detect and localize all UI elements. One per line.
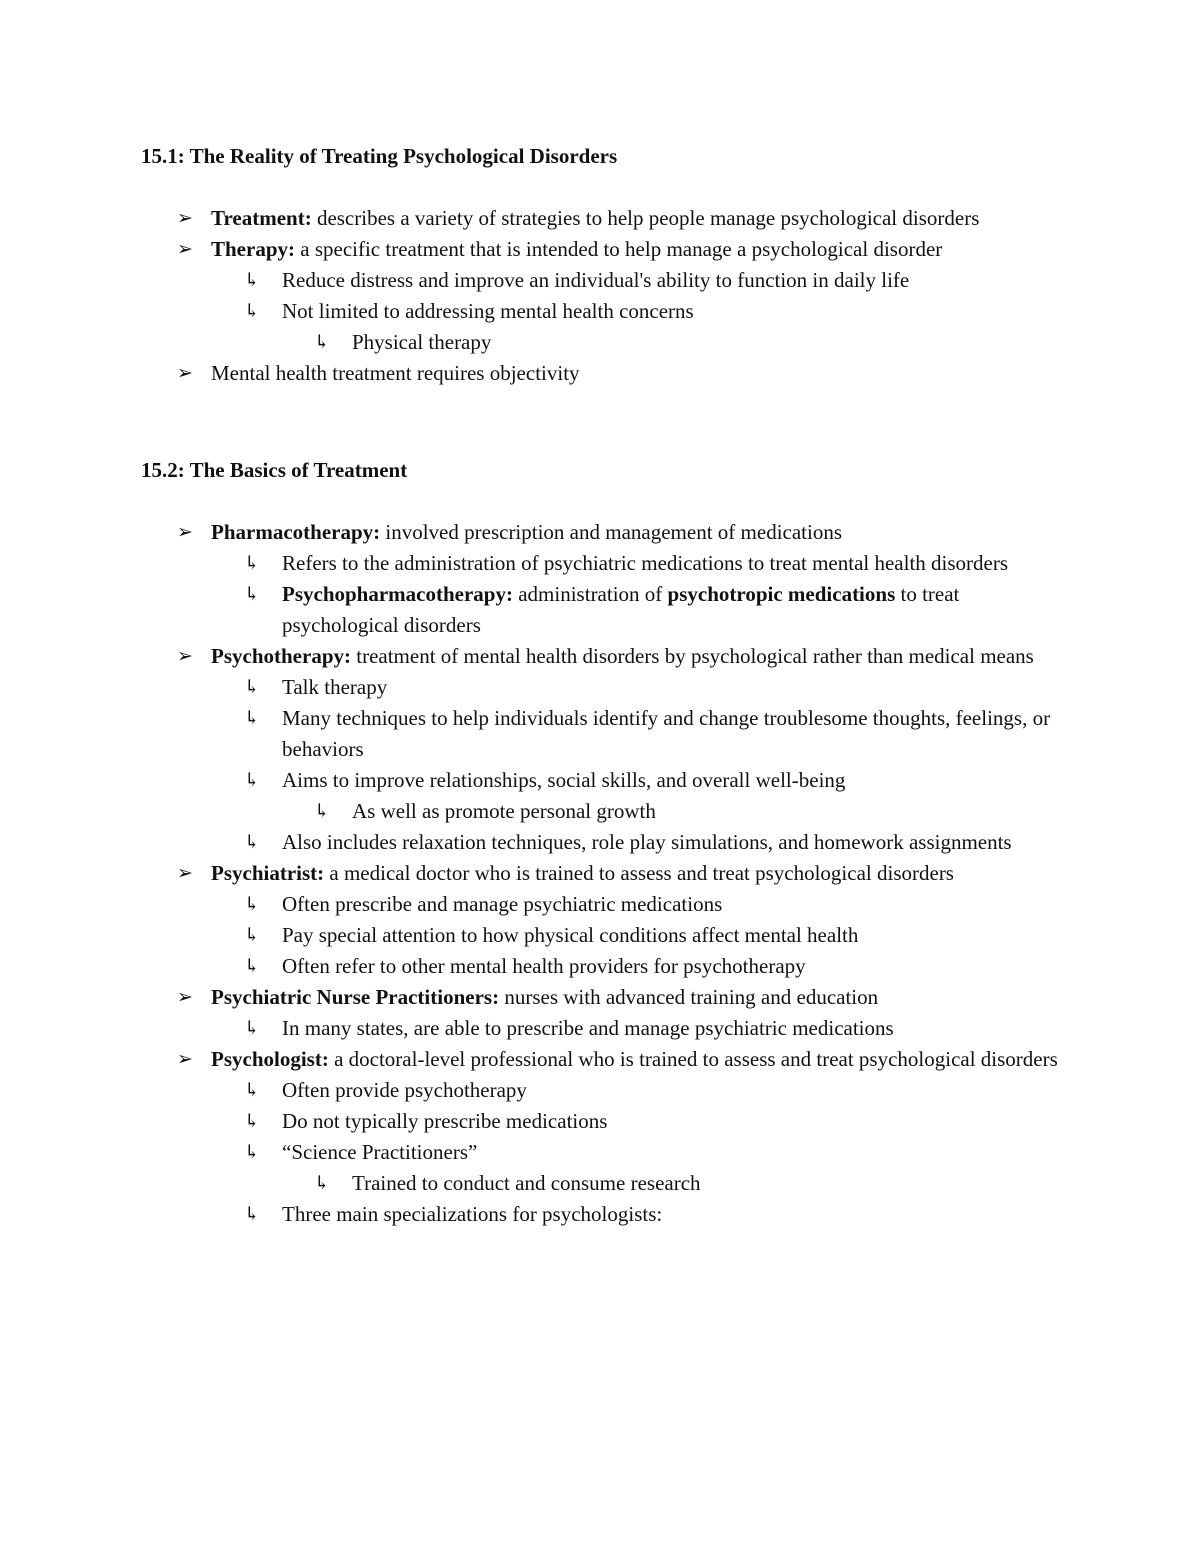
list-item [141, 827, 1071, 858]
term-label: Pharmacotherapy: [211, 520, 381, 544]
item-text: Reduce distress and improve an individual's ability to function in daily life [282, 268, 910, 292]
list-item [141, 1168, 1071, 1199]
list-item [141, 951, 1071, 982]
list-item [141, 765, 1071, 796]
definition-text: describes a variety of strategies to help people manage psychological disorders [311, 206, 980, 230]
definition-text: involved prescription and management of medications [380, 520, 843, 544]
section-15-1 [141, 141, 1071, 389]
item-text: “Science Practitioners” [282, 1140, 478, 1164]
term-label: Psychotherapy: [211, 644, 351, 668]
list-item [141, 296, 1071, 327]
list-item-objectivity [141, 358, 1071, 389]
list-item [141, 1137, 1071, 1168]
sub-arrow-icon: ↳ [244, 894, 260, 915]
item-text: Often provide psychotherapy [282, 1078, 527, 1102]
arrow-bullet-icon: ➢ [177, 239, 193, 260]
list-item-psychologist [141, 1044, 1071, 1075]
list-item [141, 1106, 1071, 1137]
sub-arrow-icon: ↳ [314, 332, 330, 353]
sub-arrow-icon: ↳ [244, 553, 260, 574]
sub-arrow-icon: ↳ [244, 677, 260, 698]
definition-text: treatment of mental health disorders by psychological rather than medical means [351, 644, 1034, 668]
sub-arrow-icon: ↳ [244, 925, 260, 946]
arrow-bullet-icon: ➢ [177, 208, 193, 229]
list-item-psychotherapy [141, 641, 1071, 672]
item-text: Not limited to addressing mental health concerns [282, 299, 694, 323]
item-text: Often refer to other mental health providers for psychotherapy [282, 954, 806, 978]
arrow-bullet-icon: ➢ [177, 363, 193, 384]
term-label: Psychiatrist: [211, 861, 325, 885]
list-item [141, 1013, 1071, 1044]
definition-text: a specific treatment that is intended to help manage a psychological disorder [295, 237, 943, 261]
definition-text: a medical doctor who is trained to assess and treat psychological disorders [324, 861, 954, 885]
item-text: Mental health treatment requires objectivity [211, 361, 580, 385]
item-text: Pay special attention to how physical conditions affect mental health [282, 923, 859, 947]
sub-arrow-icon: ↳ [244, 708, 260, 729]
arrow-bullet-icon: ➢ [177, 863, 193, 884]
list-item [141, 265, 1071, 296]
item-text: Talk therapy [282, 675, 388, 699]
definition-text: nurses with advanced training and education [499, 985, 879, 1009]
item-text: Physical therapy [352, 330, 492, 354]
sub-arrow-icon: ↳ [314, 801, 330, 822]
sub-arrow-icon: ↳ [244, 1080, 260, 1101]
list-item [141, 703, 1071, 765]
bold-phrase: psychotropic medications [667, 582, 896, 606]
list-item [141, 889, 1071, 920]
list-item [141, 796, 1071, 827]
list-item [141, 672, 1071, 703]
sub-arrow-icon: ↳ [244, 301, 260, 322]
term-label: Psychopharmacotherapy: [282, 582, 513, 606]
section-heading: 15.1: The Reality of Treating Psychological Disorders [141, 144, 618, 168]
sub-arrow-icon: ↳ [244, 1204, 260, 1225]
definition-text: to treat psychological disorders [282, 582, 960, 637]
list-item-nurse-practitioners [141, 982, 1071, 1013]
sub-arrow-icon: ↳ [244, 832, 260, 853]
list-item-treatment [141, 203, 1071, 234]
section-list [141, 203, 1071, 389]
term-label: Psychiatric Nurse Practitioners: [211, 985, 500, 1009]
list-item [141, 1075, 1071, 1106]
list-item [141, 920, 1071, 951]
definition-text: a doctoral-level professional who is trained to assess and treat psychological disorders [328, 1047, 1058, 1071]
item-text: Often prescribe and manage psychiatric medications [282, 892, 723, 916]
list-item-psychopharmacotherapy [141, 579, 1071, 641]
list-item-psychiatrist [141, 858, 1071, 889]
sub-arrow-icon: ↳ [244, 270, 260, 291]
list-item-therapy [141, 234, 1071, 265]
list-item [141, 548, 1071, 579]
item-text: Three main specializations for psychologists: [282, 1202, 663, 1226]
item-text: Refers to the administration of psychiatric medications to treat mental health disorders [282, 551, 1009, 575]
term-label: Treatment: [211, 206, 312, 230]
sub-arrow-icon: ↳ [244, 1111, 260, 1132]
item-text: Do not typically prescribe medications [282, 1109, 608, 1133]
term-label: Therapy: [211, 237, 295, 261]
item-text: As well as promote personal growth [352, 799, 656, 823]
item-text: Aims to improve relationships, social skills, and overall well-being [282, 768, 846, 792]
item-text: Many techniques to help individuals identify and change troublesome thoughts, feelings, or behaviors [282, 706, 1051, 761]
arrow-bullet-icon: ➢ [177, 522, 193, 543]
definition-text: administration of [512, 582, 668, 606]
list-item [141, 1199, 1071, 1230]
list-item [141, 327, 1071, 358]
sub-arrow-icon: ↳ [244, 1018, 260, 1039]
sub-arrow-icon: ↳ [244, 584, 260, 605]
section-15-2 [141, 455, 1071, 1230]
arrow-bullet-icon: ➢ [177, 646, 193, 667]
arrow-bullet-icon: ➢ [177, 1049, 193, 1070]
item-text: In many states, are able to prescribe and manage psychiatric medications [282, 1016, 894, 1040]
item-text: Trained to conduct and consume research [352, 1171, 701, 1195]
sub-arrow-icon: ↳ [244, 1142, 260, 1163]
list-item-pharmacotherapy [141, 517, 1071, 548]
item-text: Also includes relaxation techniques, role play simulations, and homework assignments [282, 830, 1012, 854]
arrow-bullet-icon: ➢ [177, 987, 193, 1008]
term-label: Psychologist: [211, 1047, 329, 1071]
sub-arrow-icon: ↳ [244, 956, 260, 977]
sub-arrow-icon: ↳ [244, 770, 260, 791]
sub-arrow-icon: ↳ [314, 1173, 330, 1194]
section-list [141, 517, 1071, 1230]
section-heading: 15.2: The Basics of Treatment [141, 458, 408, 482]
